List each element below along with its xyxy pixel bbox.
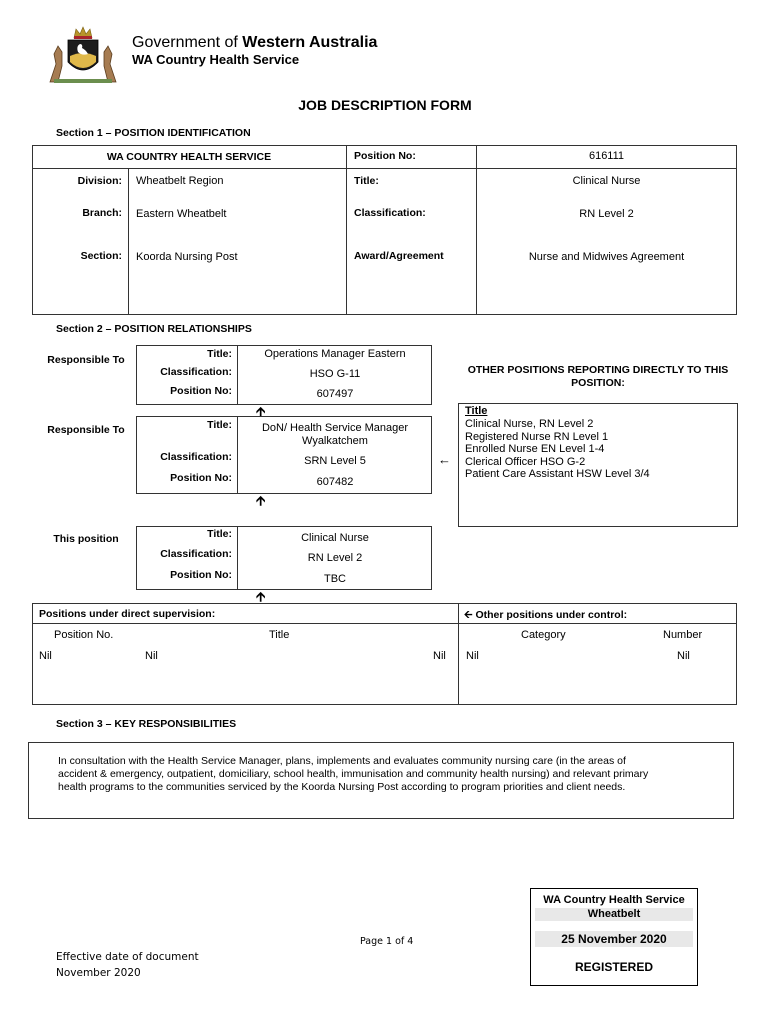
section-label: Section:: [80, 250, 122, 262]
stamp-line1: WA Country Health Service: [535, 894, 693, 907]
box2-position-no-label: Position No:: [170, 472, 232, 484]
responsibility-line: In consultation with the Health Service Manager, plans, implements and evaluates community nursing care (in the areas of: [58, 755, 626, 767]
award-value: Nurse and Midwives Agreement: [528, 251, 685, 263]
table-divider: [458, 603, 459, 705]
classification-value: RN Level 2: [579, 208, 634, 220]
box1-classification-label: Classification:: [160, 366, 232, 378]
box1-title-value: Operations Manager Eastern: [264, 348, 406, 360]
up-arrow-icon: 🡩: [256, 493, 266, 508]
other-position-item: Patient Care Assistant HSW Level 3/4: [465, 468, 650, 481]
box1-position-no-label: Position No:: [170, 385, 232, 397]
supervision-cell: Nil: [39, 650, 52, 662]
branch-label: Branch:: [82, 207, 122, 219]
branch-value: Eastern Wheatbelt: [136, 208, 227, 220]
page-number: Page 1 of 4: [360, 936, 414, 947]
control-heading-text: Other positions under control:: [475, 609, 628, 621]
supervision-col-position-no: Position No.: [54, 629, 114, 641]
supervision-cell: Nil: [433, 650, 446, 662]
effective-date-value: November 2020: [56, 967, 141, 979]
position-identification-table: [32, 145, 737, 315]
other-positions-title-header: Title: [465, 405, 488, 417]
box3-position-no-value: TBC: [324, 573, 346, 585]
responsibility-line: health programs to the communities serviced by the Koorda Nursing Post according to program priorities and client needs.: [58, 781, 626, 793]
position-no-value: 616111: [588, 150, 625, 162]
stamp-status: REGISTERED: [535, 959, 693, 975]
table-divider: [32, 168, 737, 169]
box2-position-no-value: 607482: [316, 476, 354, 488]
box2-title-label: Title:: [207, 419, 232, 431]
table-divider: [346, 145, 347, 315]
table-divider: [32, 623, 737, 624]
section1-heading: Section 1 – POSITION IDENTIFICATION: [56, 127, 251, 139]
position-no-label: Position No:: [354, 150, 416, 162]
box3-title-value: Clinical Nurse: [301, 532, 369, 544]
government-title: [132, 34, 377, 52]
division-label: Division:: [77, 175, 122, 187]
supervision-heading: Positions under direct supervision:: [39, 608, 216, 620]
box1-position-no-value: 607497: [316, 388, 354, 400]
box1-classification-value: HSO G-11: [309, 368, 361, 380]
title-label: Title:: [354, 175, 379, 187]
wa-crest-logo: [46, 24, 120, 84]
control-heading: [464, 607, 627, 625]
stamp-line2: Wheatbelt: [535, 908, 693, 921]
section3-heading: Section 3 – KEY RESPONSIBILITIES: [56, 718, 237, 730]
registration-stamp: [530, 888, 698, 986]
key-responsibilities-text: [58, 755, 648, 794]
control-col-number: Number: [663, 629, 703, 641]
box3-position-no-label: Position No:: [170, 569, 232, 581]
table-divider: [128, 168, 129, 315]
responsibility-line: accident & emergency, outpatient, domiciliary, school health, immunisation and community health nursing) and relevant primary: [58, 768, 649, 780]
other-position-item: Registered Nurse RN Level 1: [465, 430, 609, 443]
form-title: JOB DESCRIPTION FORM: [298, 97, 472, 113]
box2-classification-label: Classification:: [160, 451, 232, 463]
other-positions-list: [465, 418, 650, 481]
org-name: WA COUNTRY HEALTH SERVICE: [106, 151, 272, 163]
effective-date-label: Effective date of document: [56, 951, 199, 963]
responsible-to-label-1: Responsible To: [47, 354, 125, 366]
box1-title-label: Title:: [207, 348, 232, 360]
classification-label: Classification:: [354, 207, 426, 219]
responsible-to-label-2: Responsible To: [47, 424, 125, 436]
left-bold-arrow-icon: 🡨: [464, 609, 473, 621]
title-value: Clinical Nurse: [572, 175, 641, 187]
left-arrow-icon: ←: [438, 452, 451, 467]
stamp-date: 25 November 2020: [535, 931, 693, 947]
box3-classification-value: RN Level 2: [307, 552, 363, 564]
supervision-col-title: Title: [269, 629, 290, 641]
award-label: Award/Agreement: [354, 250, 444, 262]
other-positions-heading: OTHER POSITIONS REPORTING DIRECTLY TO THIS POSITION:: [467, 364, 729, 389]
control-col-category: Category: [521, 629, 566, 641]
up-arrow-icon: 🡩: [256, 589, 266, 604]
this-position-label: This position: [53, 533, 119, 545]
up-arrow-icon: 🡩: [256, 404, 266, 419]
other-position-item: Clinical Nurse, RN Level 2: [465, 418, 594, 430]
box3-classification-label: Classification:: [160, 548, 232, 560]
service-name: WA Country Health Service: [132, 52, 300, 67]
gov-name: Western Australia: [242, 34, 378, 51]
division-value: Wheatbelt Region: [136, 175, 224, 187]
box2-classification-value: SRN Level 5: [304, 455, 366, 467]
gov-prefix: Government of: [132, 34, 238, 51]
section-value: Koorda Nursing Post: [136, 251, 238, 263]
box3-title-label: Title:: [207, 528, 232, 540]
section2-heading: Section 2 – POSITION RELATIONSHIPS: [56, 323, 252, 335]
box2-title-value: DoN/ Health Service Manager Wyalkatchem: [261, 422, 409, 447]
other-position-item: Clerical Officer HSO G-2: [465, 455, 586, 468]
table-divider: [476, 145, 477, 315]
supervision-cell: Nil: [145, 650, 158, 662]
control-cell: Nil: [677, 650, 690, 662]
other-position-item: Enrolled Nurse EN Level 1-4: [465, 443, 605, 456]
control-cell: Nil: [466, 650, 479, 662]
